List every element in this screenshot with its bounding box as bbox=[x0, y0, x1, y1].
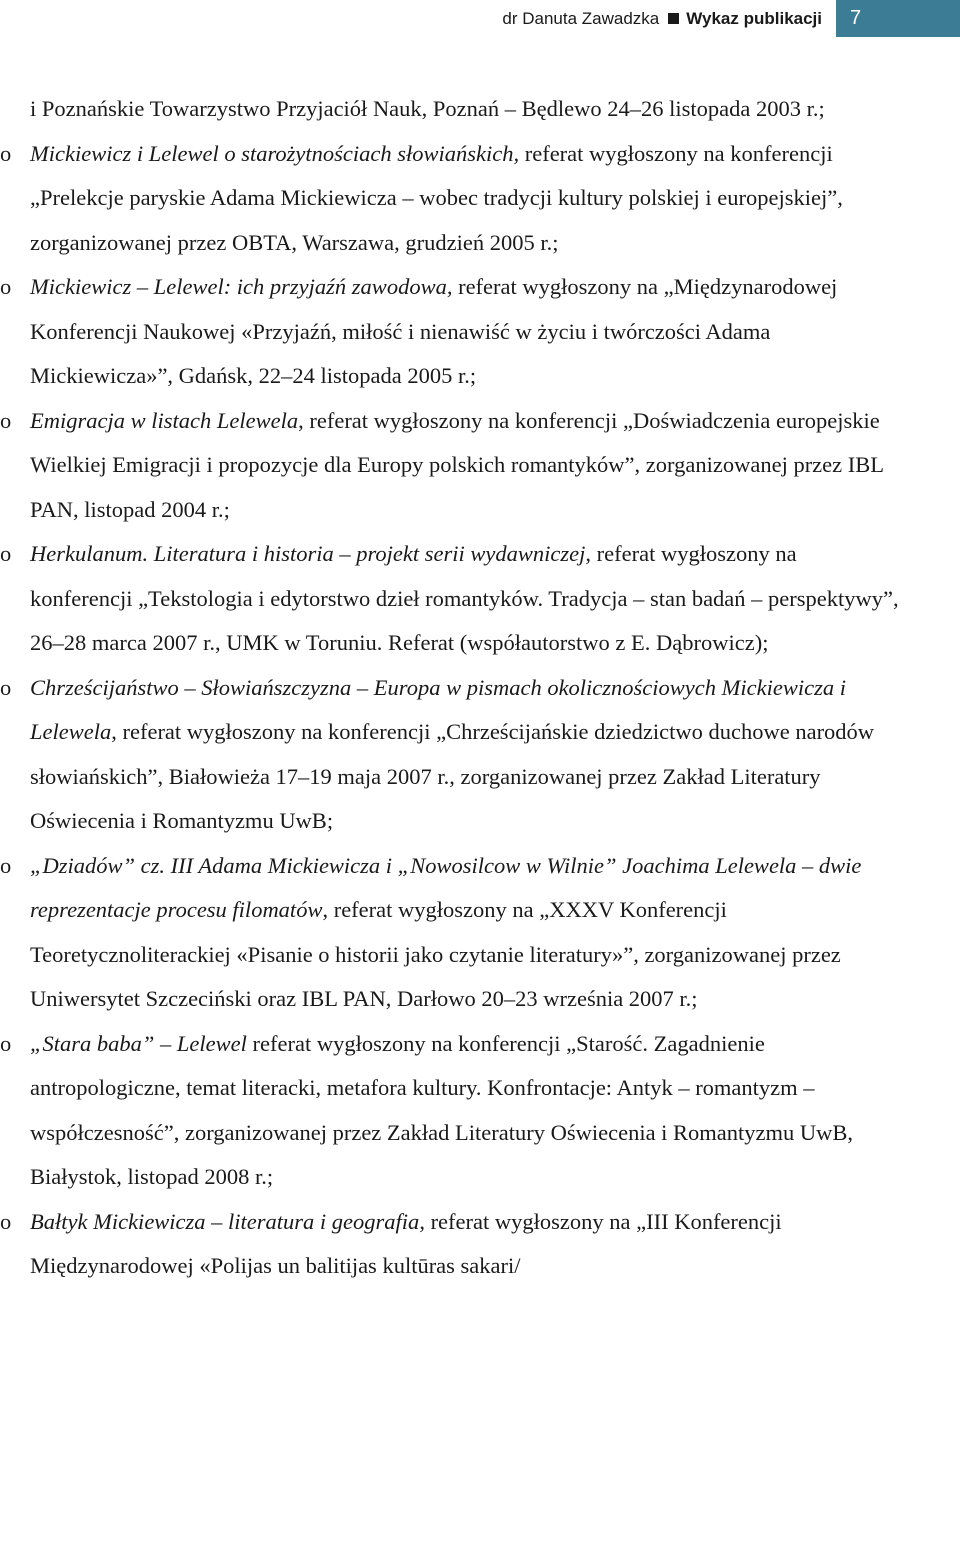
entry-details: referat wygłoszony na konferencji „Prelekcje paryskie Adama Mickiewicza – wobec tradycji kultury polskiej i europejskiej”, zorganizowanej przez OBTA, Warszawa, grudzień 2005 r.; bbox=[30, 140, 843, 255]
list-item bbox=[0, 666, 960, 844]
list-item bbox=[0, 132, 960, 266]
entry-title: „Dziadów” cz. III Adama Mickiewicza i „Nowosilcow w Wilnie” Joachima Lelewela – dwie reprezentacje procesu filomatów bbox=[30, 852, 862, 922]
entry-title: Mickiewicz – Lelewel: ich przyjaźń zawodowa, bbox=[30, 274, 453, 299]
bullet-marker: o bbox=[0, 1030, 12, 1056]
header-title: Wykaz publikacji bbox=[686, 8, 822, 28]
bullet-marker: o bbox=[0, 140, 12, 166]
entry-details: , referat wygłoszony na „XXXV Konferencji Teoretycznoliterackiej «Pisanie o historii jako czytanie literatury»”, zorganizowanej przez Uniwersytet Szczeciński oraz IBL PAN, Darłowo 20–23 września 2007 r.; bbox=[30, 897, 841, 1011]
bullet-marker: o bbox=[0, 541, 12, 566]
entry-title: Emigracja w listach Lelewela bbox=[30, 407, 299, 433]
list-item bbox=[0, 87, 960, 132]
entry-title: Bałtyk Mickiewicza – literatura i geografia bbox=[30, 1208, 420, 1234]
entry-details: i Poznańskie Towarzystwo Przyjaciół Nauk, Poznań – Będlewo 24–26 listopada 2003 r.; bbox=[30, 96, 825, 121]
list-item bbox=[0, 1200, 960, 1289]
list-item bbox=[0, 265, 960, 399]
entry-details: referat wygłoszony na konferencji „Tekstologia i edytorstwo dzieł romantyków. Tradycja – stan badań – perspektywy”, 26–28 marca 2007 r., UMK w Toruniu. Referat (współautorstwo z E. Dąbrowicz); bbox=[30, 541, 899, 655]
list-item bbox=[0, 844, 960, 1022]
page-header bbox=[502, 0, 960, 37]
entry-title: „Stara baba” – Lelewel bbox=[30, 1030, 247, 1056]
square-bullet-icon bbox=[668, 13, 679, 24]
list-item bbox=[0, 532, 960, 666]
entry-details: , referat wygłoszony na konferencji „Chrześcijańskie dziedzictwo duchowe narodów słowiańskich”, Białowieża 17–19 maja 2007 r., zorganizowanej przez Zakład Literatury Oświecenia i Romantyzmu UwB; bbox=[30, 719, 875, 833]
bullet-marker: o bbox=[0, 674, 12, 700]
list-item bbox=[0, 399, 960, 533]
header-author: dr Danuta Zawadzka bbox=[502, 8, 660, 28]
bullet-marker: o bbox=[0, 407, 12, 433]
publication-list bbox=[0, 87, 960, 1289]
bullet-marker: o bbox=[0, 274, 12, 299]
entry-title: Chrześcijaństwo – Słowiańszczyzna – Europa w pismach okolicznościowych Mickiewicza i Lelewela bbox=[30, 674, 846, 744]
entry-details: referat wygłoszony na konferencji „Starość. Zagadnienie antropologiczne, temat literacki, metafora kultury. Konfrontacje: Antyk – romantyzm – współczesność”, zorganizowanej przez Zakład Literatury Oświecenia i Romantyzmu UwB, Białystok, listopad 2008 r.; bbox=[30, 1030, 854, 1189]
bullet-marker: o bbox=[0, 1208, 12, 1234]
page-number: 7 bbox=[836, 0, 960, 37]
list-item bbox=[0, 1022, 960, 1200]
entry-details: , referat wygłoszony na „III Konferencji Międzynarodowej «Polijas un balitijas kultūras sakari/ bbox=[30, 1208, 782, 1278]
entry-details: referat wygłoszony na „Międzynarodowej Konferencji Naukowej «Przyjaźń, miłość i nienawiść w życiu i twórczości Adama Mickiewicza»”, Gdańsk, 22–24 listopada 2005 r.; bbox=[30, 274, 838, 388]
entry-title: Herkulanum. Literatura i historia – projekt serii wydawniczej, bbox=[30, 541, 592, 566]
bullet-marker: o bbox=[0, 852, 12, 878]
entry-title: Mickiewicz i Lelewel o starożytnościach słowiańskich, bbox=[30, 140, 520, 166]
entry-details: , referat wygłoszony na konferencji „Doświadczenia europejskie Wielkiej Emigracji i propozycje dla Europy polskich romantyków”, zorganizowanej przez IBL PAN, listopad 2004 r.; bbox=[30, 407, 884, 522]
